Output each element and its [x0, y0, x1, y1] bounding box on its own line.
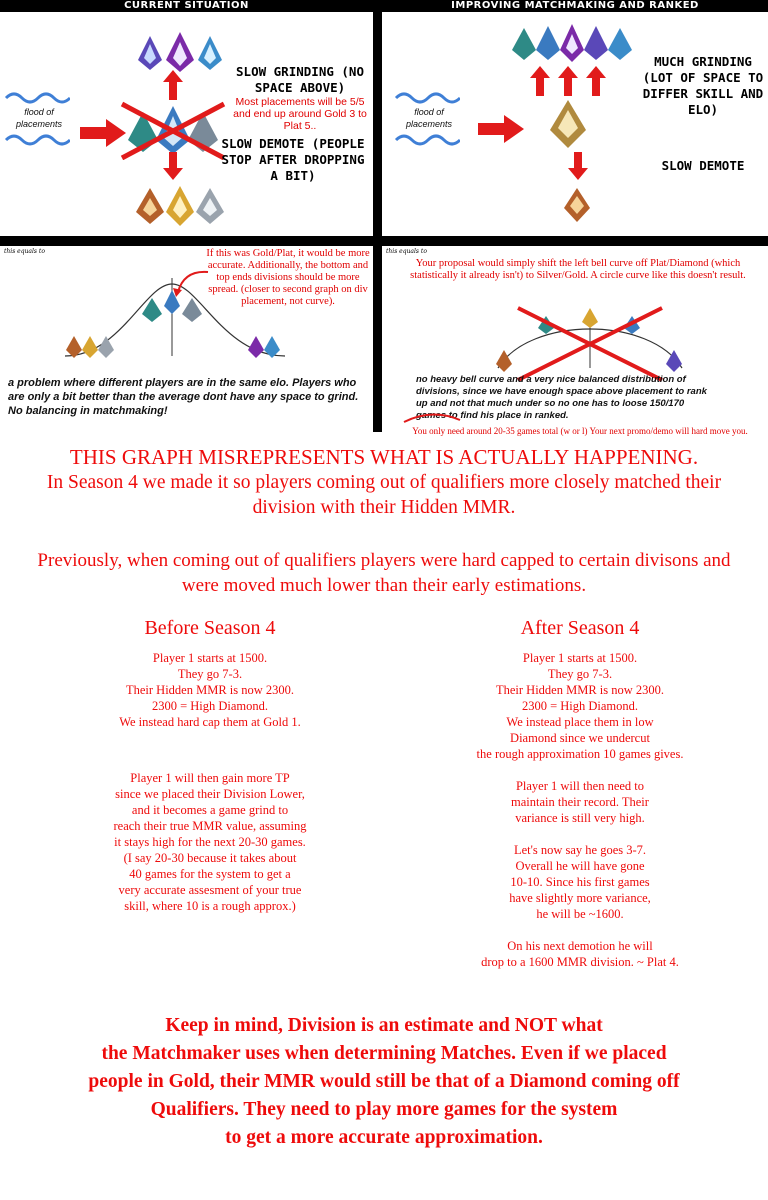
line: 40 games for the system to get a: [129, 867, 291, 881]
curved-arrow-icon: [402, 406, 462, 426]
closing-paragraph: [0, 1012, 768, 1152]
line: and it becomes a game grind to: [131, 803, 289, 817]
line: he will be ~1600.: [536, 907, 624, 921]
panel-header: IMPROVING MATCHMAKING AND RANKED: [451, 0, 699, 11]
equals-label: this equals to: [386, 248, 427, 255]
line: drop to a 1600 MMR division. ~ Plat 4.: [481, 955, 679, 969]
line: skill, where 10 is a rough approx.): [124, 899, 296, 913]
red-note: If this was Gold/Plat, it would be more accurate. Additionally, the bottom and top ends divisions should be more spread. (closer to second graph on div placement, not curve).: [206, 248, 370, 307]
line: reach their true MMR value, assuming: [113, 819, 307, 833]
line: variance is still very high.: [515, 811, 645, 825]
before-title: Before Season 4: [144, 617, 276, 639]
panel-improving-matchmaking: [382, 0, 768, 236]
arrow-down-icon: [163, 152, 183, 180]
line: the rough approximation 10 games gives.: [476, 747, 684, 761]
rank-emblem-crossed-icon: [118, 100, 228, 160]
after-para1: [410, 650, 750, 762]
line: 2300 = High Diamond.: [151, 699, 269, 713]
line: They go 7-3.: [547, 667, 613, 681]
headline-title: THIS GRAPH MISREPRESENTS WHAT IS ACTUALLY HAPPENING.: [69, 445, 699, 469]
line: people in Gold, their MMR would still be that of a Diamond coming off: [88, 1071, 680, 1092]
line: Overall he will have gone: [515, 859, 645, 873]
line: On his next demotion he will: [507, 939, 653, 953]
panel-bell-curve: [0, 246, 373, 432]
before-column: [40, 614, 380, 914]
before-para1: [40, 650, 380, 730]
line: Player 1 starts at 1500.: [522, 651, 638, 665]
line: We instead place them in low: [506, 715, 654, 729]
curved-arrow-icon: [170, 268, 210, 298]
line: Player 1 starts at 1500.: [152, 651, 268, 665]
problem-text: a problem where different players are in the same elo. Players who are only a bit better than the average dont have any space to grind. No balancing in matchmaking!: [8, 377, 359, 417]
slow-demote-text: SLOW DEMOTE: [661, 158, 745, 173]
line: Keep in mind, Division is an estimate and NOT what: [165, 1015, 603, 1036]
line: have slightly more variance,: [509, 891, 651, 905]
arrow-right-icon: [478, 115, 524, 143]
rank-emblem-icon: [542, 96, 594, 152]
black-note: no heavy bell curve and a very nice balanced distribution of divisions, since we have enough space above placement to rank up and not that much under so no one has to loose 150/170 games to find his place in ranked.: [416, 374, 707, 421]
line: They go 7-3.: [177, 667, 243, 681]
line: Player 1 will then need to: [515, 779, 645, 793]
line: 10-10. Since his first games: [510, 875, 650, 889]
equals-label: this equals to: [4, 248, 45, 255]
line: Qualifiers. They need to play more games for the system: [150, 1099, 618, 1120]
after-title: After Season 4: [520, 617, 640, 639]
arrow-up-icon: [530, 66, 606, 96]
slow-demote-text: SLOW DEMOTE (PEOPLE STOP AFTER DROPPING A BIT): [221, 136, 365, 183]
line: maintain their record. Their: [511, 795, 649, 809]
rank-emblem-icon: [560, 186, 594, 224]
after-column: [410, 614, 750, 970]
flood-label: flood of placements: [15, 107, 63, 129]
after-para2: [410, 778, 750, 826]
before-para2: [40, 770, 380, 914]
line: Diamond since we undercut: [510, 731, 650, 745]
flood-label: flood of placements: [405, 107, 453, 129]
placements-note: Most placements will be 5/5 and end up around Gold 3 to Plat 5..: [233, 96, 367, 132]
line: Their Hidden MMR is now 2300.: [125, 683, 295, 697]
line: very accurate assesment of your true: [118, 883, 302, 897]
red-footer: You only need around 20-35 games total (w or l) Your next promo/demo will hard move you.: [412, 426, 748, 436]
rank-emblem-icon: [130, 182, 230, 228]
previously-text: Previously, when coming out of qualifiers players were hard capped to certain divisons and were moved much lower than their early estimations.: [37, 550, 731, 596]
after-para3: [410, 842, 750, 922]
red-note: Your proposal would simply shift the left bell curve off Plat/Diamond (which statistically it already isn't) to Silver/Gold. A circle curve like this doesn't result.: [410, 258, 746, 281]
circle-curve-graph: [490, 304, 690, 384]
line: Let's now say he goes 3-7.: [513, 843, 647, 857]
headline-subtitle: In Season 4 we made it so players coming out of qualifiers more closely matched their division with their Hidden MMR.: [46, 472, 722, 518]
line: to get a more accurate approximation.: [225, 1127, 543, 1148]
line: the Matchmaker uses when determining Matches. Even if we placed: [101, 1043, 667, 1064]
line: (I say 20-30 because it takes about: [123, 851, 297, 865]
line: 2300 = High Diamond.: [521, 699, 639, 713]
arrow-down-icon: [568, 152, 588, 180]
rank-emblem-icon: [130, 30, 230, 72]
slow-grinding-text: SLOW GRINDING (NO SPACE ABOVE): [236, 64, 364, 95]
arrow-up-icon: [163, 70, 183, 100]
line: Player 1 will then gain more TP: [130, 771, 290, 785]
panel-header: CURRENT SITUATION: [124, 0, 249, 11]
panel-current-situation: [0, 0, 373, 236]
line: We instead hard cap them at Gold 1.: [119, 715, 301, 729]
line: it stays high for the next 20-30 games.: [114, 835, 306, 849]
line: since we placed their Division Lower,: [115, 787, 305, 801]
rank-emblem-row-icon: [508, 20, 638, 64]
after-para4: [410, 938, 750, 970]
panel-balanced-distribution: [382, 246, 768, 436]
line: Their Hidden MMR is now 2300.: [495, 683, 665, 697]
much-grinding-text: MUCH GRINDING (LOT OF SPACE TO DIFFER SKILL AND ELO): [642, 54, 764, 117]
